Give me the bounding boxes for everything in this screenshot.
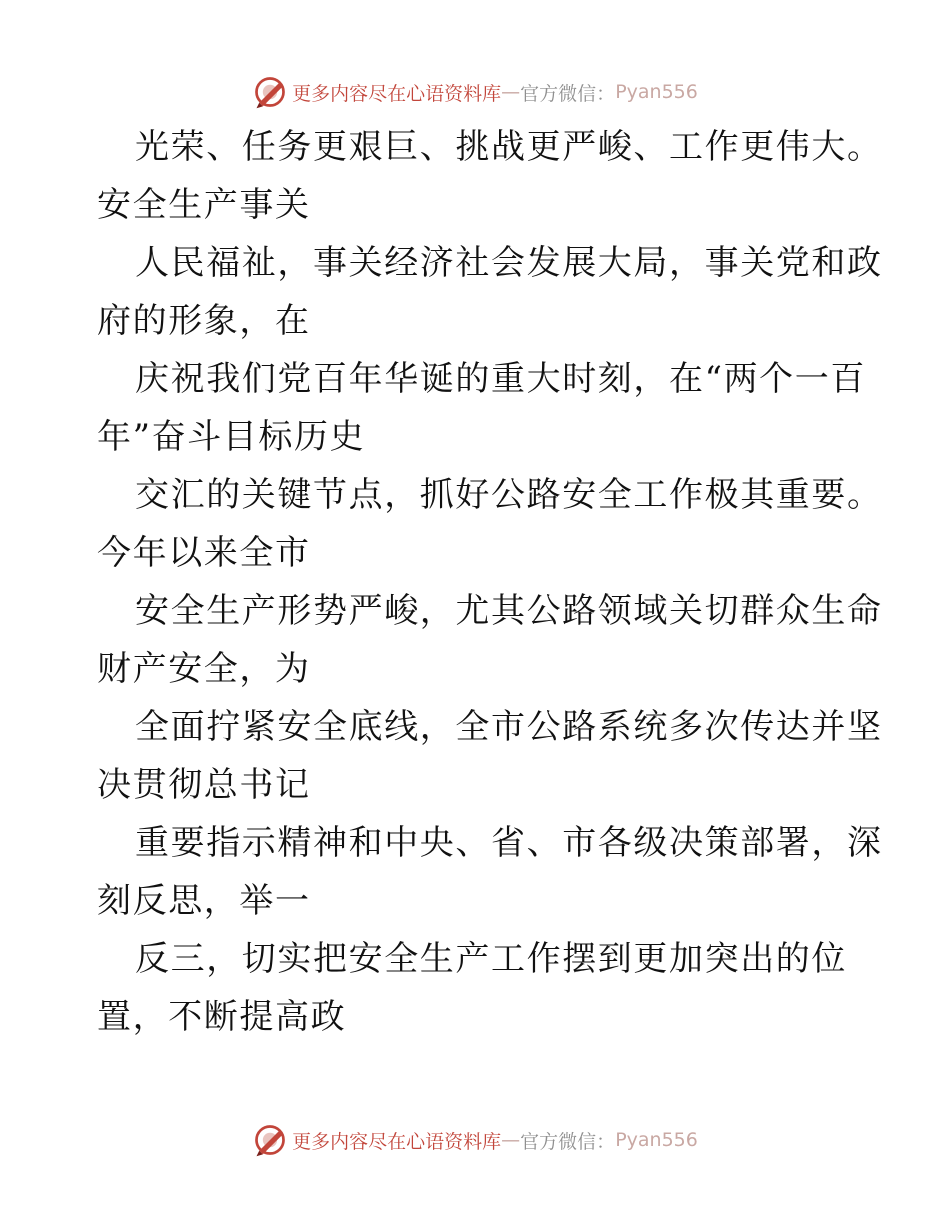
banner-main-text: 更多内容尽在心语资料库 — [292, 82, 502, 105]
banner-wechat-id: Pyan556 — [615, 81, 698, 103]
paragraph-line: 庆祝我们党百年华诞的重大时刻，在“两个一百 — [135, 359, 866, 399]
paragraph-line: 安全生产形势严峻，尤其公路领域关切群众生命 — [135, 591, 883, 631]
watermark-banner-bottom — [0, 1120, 950, 1160]
watermark-banner-top — [0, 72, 950, 112]
paragraph-line: 今年以来全市 — [97, 533, 311, 573]
banner-label: 官方微信： — [520, 82, 616, 105]
paragraph-line: 置，不断提高政 — [97, 997, 347, 1037]
paragraph-line: 反三，切实把安全生产工作摆到更加突出的位 — [135, 939, 847, 979]
pen-logo-icon — [252, 74, 288, 110]
paragraph-line: 全面拧紧安全底线，全市公路系统多次传达并坚 — [135, 707, 883, 747]
paragraph-line: 安全生产事关 — [97, 185, 311, 225]
paragraph-line: 财产安全，为 — [97, 649, 311, 689]
banner-label: 官方微信： — [520, 1130, 616, 1153]
paragraph-line: 交汇的关键节点，抓好公路安全工作极其重要。 — [135, 475, 883, 515]
banner-dash: — — [501, 81, 521, 103]
document-body — [97, 118, 883, 1046]
paragraph-line: 年”奋斗目标历史 — [97, 417, 366, 457]
banner-wechat-id: Pyan556 — [615, 1129, 698, 1151]
banner-main-text: 更多内容尽在心语资料库 — [292, 1130, 502, 1153]
paragraph-line: 府的形象，在 — [97, 301, 311, 341]
paragraph-line: 重要指示精神和中央、省、市各级决策部署，深 — [135, 823, 883, 863]
paragraph-line: 光荣、任务更艰巨、挑战更严峻、工作更伟大。 — [135, 127, 883, 167]
paragraph-line: 人民福祉，事关经济社会发展大局，事关党和政 — [135, 243, 883, 283]
paragraph-line: 决贯彻总书记 — [97, 765, 311, 805]
pen-logo-icon — [252, 1122, 288, 1158]
banner-dash: — — [501, 1129, 521, 1151]
paragraph-line: 刻反思，举一 — [97, 881, 311, 921]
